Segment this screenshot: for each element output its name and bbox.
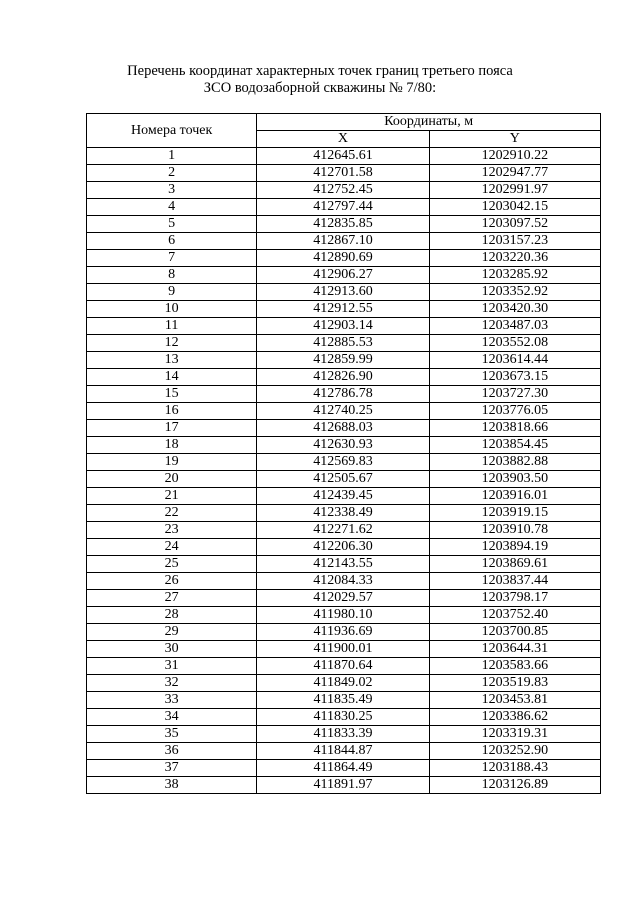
y-coordinate-cell: 1203903.50 [429,471,600,488]
x-coordinate-cell: 411870.64 [257,658,429,675]
table-row [87,403,601,420]
x-coordinate-cell: 412084.33 [257,573,429,590]
title-line-2: ЗСО водозаборной скважины № 7/80: [203,80,437,96]
table-row [87,556,601,573]
table-row [87,216,601,233]
point-number-cell: 22 [87,505,257,522]
table-row [87,743,601,760]
x-coordinate-cell: 412029.57 [257,590,429,607]
y-coordinate-cell: 1203776.05 [429,403,600,420]
point-number-cell: 7 [87,250,257,267]
y-coordinate-cell: 1203894.19 [429,539,600,556]
x-coordinate-cell: 412206.30 [257,539,429,556]
y-coordinate-cell: 1203583.66 [429,658,600,675]
table-row [87,624,601,641]
x-coordinate-cell: 412505.67 [257,471,429,488]
y-coordinate-cell: 1203916.01 [429,488,600,505]
point-number-cell: 37 [87,760,257,777]
table-row [87,522,601,539]
table-row [87,284,601,301]
table-row [87,760,601,777]
y-coordinate-cell: 1203519.83 [429,675,600,692]
y-coordinate-cell: 1203188.43 [429,760,600,777]
y-coordinate-cell: 1203420.30 [429,301,600,318]
x-coordinate-cell: 412143.55 [257,556,429,573]
point-number-cell: 3 [87,182,257,199]
table-row [87,420,601,437]
y-coordinate-cell: 1202910.22 [429,148,600,165]
x-coordinate-cell: 412740.25 [257,403,429,420]
x-coordinate-cell: 412885.53 [257,335,429,352]
table-row [87,607,601,624]
table-row [87,454,601,471]
point-number-cell: 34 [87,709,257,726]
point-number-cell: 16 [87,403,257,420]
x-coordinate-cell: 412338.49 [257,505,429,522]
point-number-cell: 35 [87,726,257,743]
title-line-1: Перечень координат характерных точек границ третьего пояса [127,63,513,79]
y-coordinate-cell: 1202991.97 [429,182,600,199]
point-number-cell: 30 [87,641,257,658]
table-row [87,369,601,386]
y-coordinate-cell: 1203919.15 [429,505,600,522]
y-coordinate-cell: 1203097.52 [429,216,600,233]
point-number-cell: 12 [87,335,257,352]
y-coordinate-cell: 1203673.15 [429,369,600,386]
point-number-cell: 14 [87,369,257,386]
x-coordinate-cell: 411864.49 [257,760,429,777]
y-coordinate-cell: 1203042.15 [429,199,600,216]
y-coordinate-cell: 1203252.90 [429,743,600,760]
y-coordinate-cell: 1203614.44 [429,352,600,369]
header-x: X [257,131,429,148]
y-coordinate-cell: 1203453.81 [429,692,600,709]
y-coordinate-cell: 1203798.17 [429,590,600,607]
x-coordinate-cell: 412835.85 [257,216,429,233]
table-row [87,318,601,335]
y-coordinate-cell: 1202947.77 [429,165,600,182]
table-row [87,539,601,556]
x-coordinate-cell: 411936.69 [257,624,429,641]
table-row [87,301,601,318]
table-row [87,148,601,165]
table-row [87,573,601,590]
x-coordinate-cell: 412826.90 [257,369,429,386]
header-y: Y [429,131,600,148]
point-number-cell: 1 [87,148,257,165]
point-number-cell: 27 [87,590,257,607]
point-number-cell: 20 [87,471,257,488]
table-row [87,488,601,505]
x-coordinate-cell: 412645.61 [257,148,429,165]
y-coordinate-cell: 1203552.08 [429,335,600,352]
point-number-cell: 19 [87,454,257,471]
y-coordinate-cell: 1203727.30 [429,386,600,403]
x-coordinate-cell: 412630.93 [257,437,429,454]
x-coordinate-cell: 411849.02 [257,675,429,692]
table-row [87,726,601,743]
point-number-cell: 31 [87,658,257,675]
point-number-cell: 36 [87,743,257,760]
table-row [87,641,601,658]
y-coordinate-cell: 1203386.62 [429,709,600,726]
point-number-cell: 11 [87,318,257,335]
y-coordinate-cell: 1203220.36 [429,250,600,267]
table-body [87,148,601,794]
y-coordinate-cell: 1203910.78 [429,522,600,539]
x-coordinate-cell: 412569.83 [257,454,429,471]
x-coordinate-cell: 412903.14 [257,318,429,335]
point-number-cell: 33 [87,692,257,709]
y-coordinate-cell: 1203319.31 [429,726,600,743]
point-number-cell: 29 [87,624,257,641]
x-coordinate-cell: 411844.87 [257,743,429,760]
point-number-cell: 2 [87,165,257,182]
point-number-cell: 4 [87,199,257,216]
x-coordinate-cell: 412867.10 [257,233,429,250]
x-coordinate-cell: 412913.60 [257,284,429,301]
x-coordinate-cell: 412890.69 [257,250,429,267]
y-coordinate-cell: 1203818.66 [429,420,600,437]
y-coordinate-cell: 1203837.44 [429,573,600,590]
point-number-cell: 24 [87,539,257,556]
table-row [87,165,601,182]
y-coordinate-cell: 1203285.92 [429,267,600,284]
x-coordinate-cell: 412271.62 [257,522,429,539]
point-number-cell: 32 [87,675,257,692]
y-coordinate-cell: 1203352.92 [429,284,600,301]
y-coordinate-cell: 1203644.31 [429,641,600,658]
header-coordinates: Координаты, м [257,114,601,131]
point-number-cell: 13 [87,352,257,369]
x-coordinate-cell: 412786.78 [257,386,429,403]
y-coordinate-cell: 1203700.85 [429,624,600,641]
y-coordinate-cell: 1203126.89 [429,777,600,794]
x-coordinate-cell: 412701.58 [257,165,429,182]
x-coordinate-cell: 412688.03 [257,420,429,437]
table-row [87,590,601,607]
y-coordinate-cell: 1203882.88 [429,454,600,471]
point-number-cell: 9 [87,284,257,301]
table-row [87,692,601,709]
point-number-cell: 17 [87,420,257,437]
x-coordinate-cell: 411833.39 [257,726,429,743]
table-row [87,675,601,692]
x-coordinate-cell: 411900.01 [257,641,429,658]
x-coordinate-cell: 411891.97 [257,777,429,794]
x-coordinate-cell: 411980.10 [257,607,429,624]
point-number-cell: 28 [87,607,257,624]
table-row [87,182,601,199]
table-row [87,233,601,250]
table-row [87,471,601,488]
x-coordinate-cell: 411835.49 [257,692,429,709]
point-number-cell: 21 [87,488,257,505]
table-row [87,250,601,267]
y-coordinate-cell: 1203157.23 [429,233,600,250]
x-coordinate-cell: 412912.55 [257,301,429,318]
table-row [87,267,601,284]
table-row [87,505,601,522]
coordinates-table [86,113,601,794]
table-header [87,114,601,148]
table-row [87,335,601,352]
document-title [0,63,640,97]
point-number-cell: 15 [87,386,257,403]
x-coordinate-cell: 412859.99 [257,352,429,369]
x-coordinate-cell: 412752.45 [257,182,429,199]
point-number-cell: 10 [87,301,257,318]
table-row [87,709,601,726]
header-point-numbers: Номера точек [87,114,257,148]
table-row [87,437,601,454]
point-number-cell: 25 [87,556,257,573]
point-number-cell: 5 [87,216,257,233]
table-row [87,658,601,675]
table-row [87,386,601,403]
table-row [87,777,601,794]
point-number-cell: 26 [87,573,257,590]
y-coordinate-cell: 1203854.45 [429,437,600,454]
y-coordinate-cell: 1203487.03 [429,318,600,335]
y-coordinate-cell: 1203752.40 [429,607,600,624]
y-coordinate-cell: 1203869.61 [429,556,600,573]
point-number-cell: 6 [87,233,257,250]
point-number-cell: 23 [87,522,257,539]
point-number-cell: 38 [87,777,257,794]
x-coordinate-cell: 412439.45 [257,488,429,505]
x-coordinate-cell: 411830.25 [257,709,429,726]
x-coordinate-cell: 412797.44 [257,199,429,216]
table-row [87,352,601,369]
table-row [87,199,601,216]
point-number-cell: 18 [87,437,257,454]
point-number-cell: 8 [87,267,257,284]
x-coordinate-cell: 412906.27 [257,267,429,284]
